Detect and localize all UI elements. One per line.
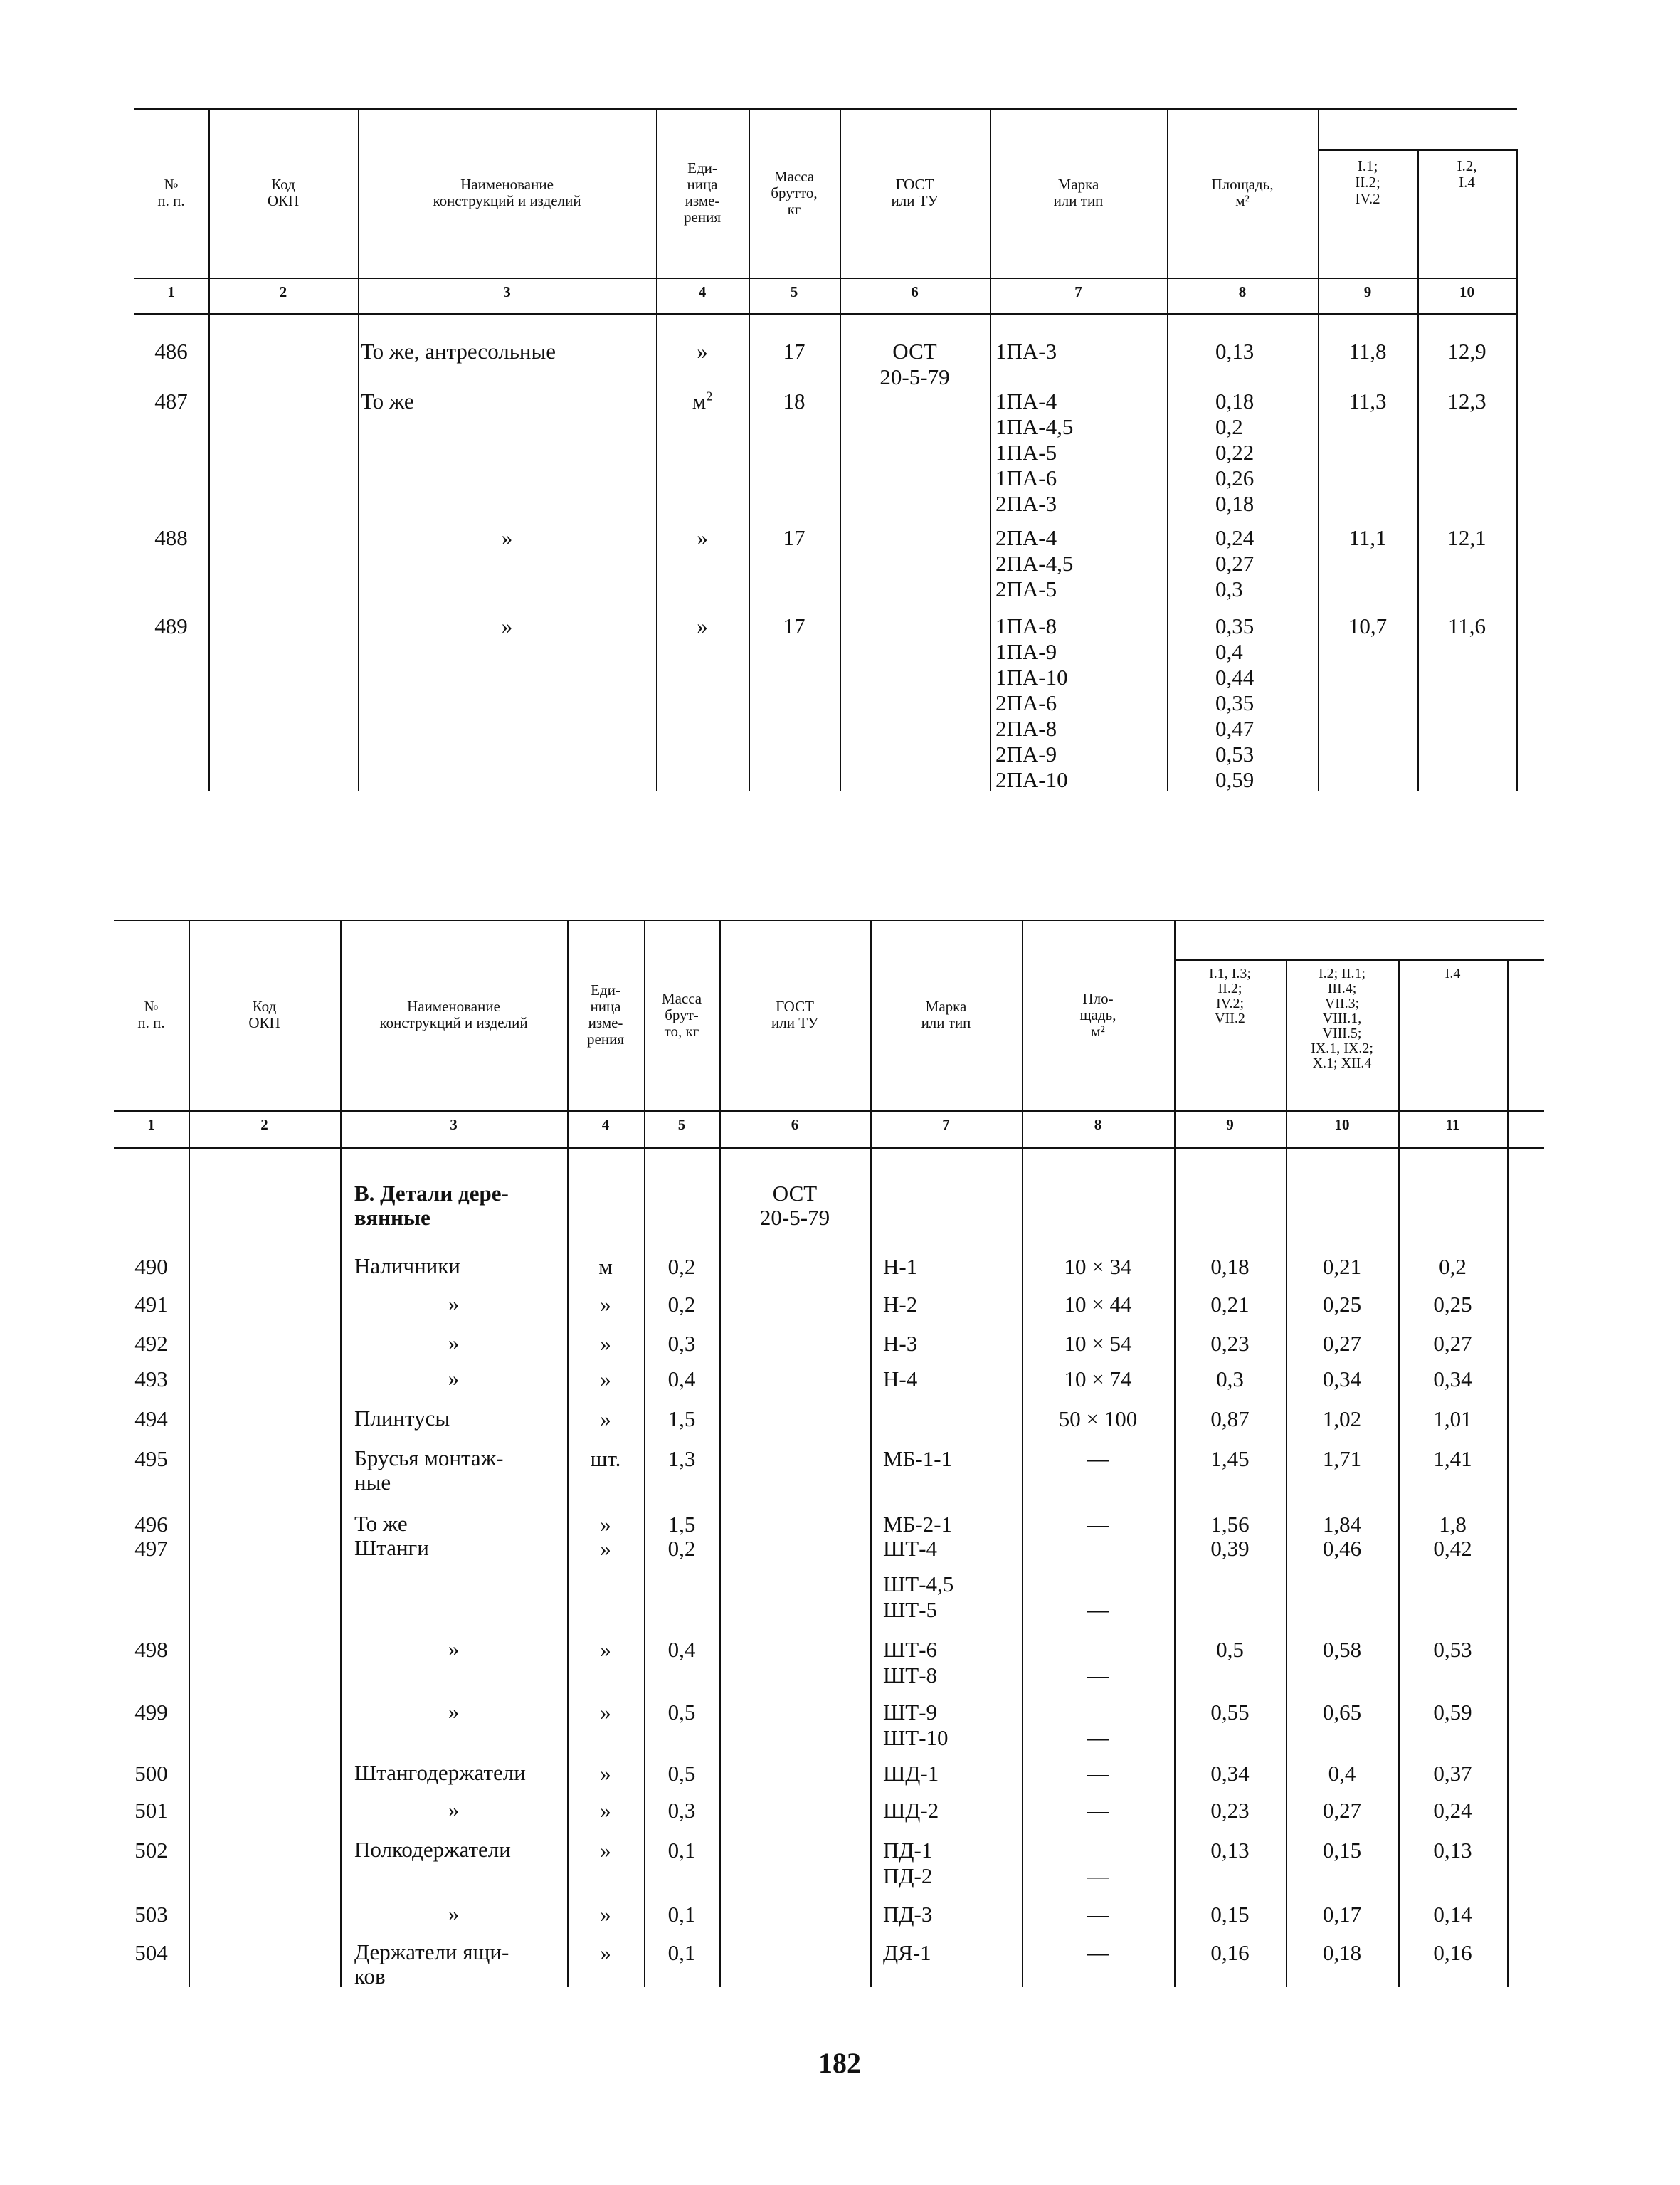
row-number: 497 [134,1536,168,1561]
column-number: 9 [1363,283,1372,300]
value-col10: 0,4 [1328,1761,1356,1786]
marks-list [883,1254,917,1280]
mark: 2ПА-9 [995,742,1057,767]
mark: 2ПА-5 [995,576,1057,601]
column-number: 8 [1238,283,1247,300]
unit [656,389,749,414]
mark: ПД-3 [883,1902,933,1927]
area: — [1087,1902,1109,1927]
header-c8: Пло- щадь, м² [1079,989,1116,1040]
row-number: 496 [134,1512,168,1537]
value-col9: 0,13 [1210,1838,1250,1863]
mass: 18 [783,389,805,414]
area: 0,44 [1215,665,1254,690]
value-col9: 0,34 [1210,1761,1250,1786]
row-number: 499 [134,1700,168,1725]
areas-list [1215,339,1254,364]
mark: ШТ-5 [883,1597,938,1622]
area: 0,4 [1215,639,1243,664]
item-name: Плинтусы [354,1406,450,1431]
mark: Н-4 [883,1367,918,1391]
rule-vertical [1516,149,1518,791]
marks-list [883,1331,917,1357]
area: — [1087,1663,1109,1688]
unit-superscript: 2 [706,389,713,404]
header-c5: Масса брутто, кг [771,167,818,218]
mass: 0,4 [667,1637,696,1662]
unit: » [600,1838,611,1863]
mass: 1,3 [667,1446,696,1471]
mark: 1ПА-10 [995,665,1068,690]
value-col10: 0,58 [1322,1637,1362,1662]
value-col11: 0,16 [1433,1940,1472,1965]
mass: 0,5 [667,1700,696,1725]
unit: » [600,1292,611,1317]
area: — [1087,1940,1109,1965]
area: — [1087,1512,1109,1537]
mass: 0,1 [667,1838,696,1863]
rule-horizontal [114,1110,1544,1112]
mark: Н-3 [883,1331,918,1356]
value-col9: 0,21 [1210,1292,1250,1317]
item-name: Штангодержатели [354,1760,526,1785]
value-col9: 0,87 [1210,1406,1250,1431]
value-col11: 0,13 [1433,1838,1472,1863]
mark: 1ПА-8 [995,614,1057,638]
mark: ШД-1 [883,1761,939,1786]
mark: ШТ-4 [883,1536,938,1561]
mark: ПД-2 [883,1863,933,1888]
row-number: 500 [134,1761,168,1786]
marks-list [883,1571,953,1623]
area: 0,18 [1215,389,1254,414]
value-col10: 1,71 [1322,1446,1362,1471]
item-name: » [448,1699,460,1724]
value-col9: 11,3 [1348,389,1387,414]
marks-list [883,1446,952,1472]
header-c2: Код ОКП [248,998,280,1031]
area: 0,22 [1215,440,1254,465]
row-number: 493 [134,1367,168,1391]
unit-text: » [697,525,708,550]
value-col9: 0,55 [1210,1700,1250,1725]
unit: » [600,1637,611,1662]
item-name: Наличники [354,1253,460,1278]
item-name: » [501,614,513,638]
mark: ШД-2 [883,1798,939,1823]
item-name: » [448,1366,460,1391]
value-col10: 12,1 [1447,525,1486,550]
value-col9: 0,39 [1210,1536,1250,1561]
area: 0,35 [1215,690,1254,715]
value-col10: 1,02 [1322,1406,1362,1431]
unit [656,339,749,364]
column-number: 1 [147,1116,155,1133]
row-number: 486 [154,339,188,364]
area: — [1087,1863,1109,1888]
unit: » [600,1798,611,1823]
marks-list [995,525,1073,602]
header-c10: I.2, I.4 [1457,157,1477,191]
row-number: 487 [154,389,188,414]
row-number: 495 [134,1446,168,1471]
row-number: 494 [134,1406,168,1431]
value-col9: 0,5 [1216,1637,1244,1662]
mark: ШТ-4,5 [883,1571,954,1596]
unit-text: » [697,339,708,364]
value-col11: 0,14 [1433,1902,1472,1927]
header-c2: Код ОКП [267,176,300,209]
value-col9: 0,3 [1216,1367,1244,1391]
value-col10: 0,18 [1322,1940,1362,1965]
value-col11: 0,37 [1433,1761,1472,1786]
value-col9: 1,45 [1210,1446,1250,1471]
mark: 2ПА-4 [995,525,1057,550]
column-number: 3 [450,1116,458,1133]
header-c8: Площадь, м² [1211,176,1274,209]
value-col9: 11,1 [1348,525,1387,550]
mark: 1ПА-6 [995,465,1057,490]
column-number: 4 [698,283,707,300]
rule-horizontal [134,278,1517,279]
mark: 1ПА-9 [995,639,1057,664]
item-name: Держатели ящи- ков [354,1939,509,1989]
value-col11: 0,42 [1433,1536,1472,1561]
unit: » [600,1406,611,1431]
area: — [1087,1446,1109,1471]
value-col10: 0,25 [1322,1292,1362,1317]
value-col11: 1,8 [1439,1512,1467,1537]
item-name: Брусья монтаж- ные [354,1446,504,1495]
mark: Н-2 [883,1292,918,1317]
areas-list [1215,525,1254,602]
value-col10: 11,6 [1447,614,1486,638]
value-col10: 0,17 [1322,1902,1362,1927]
marks-list [883,1902,932,1927]
unit: » [600,1700,611,1725]
mass: 0,4 [667,1367,696,1391]
row-number: 489 [154,614,188,638]
area: — [1087,1798,1109,1823]
row-number: 502 [134,1838,168,1863]
value-col10: 0,34 [1322,1367,1362,1391]
marks-list [883,1798,939,1823]
column-number: 10 [1334,1116,1350,1133]
marks-list [883,1512,952,1537]
mark: ПД-1 [883,1838,933,1863]
value-col10: 0,27 [1322,1331,1362,1356]
column-number: 10 [1459,283,1474,300]
column-number: 4 [601,1116,610,1133]
area: 0,35 [1215,614,1254,638]
row-number: 504 [134,1940,168,1965]
mark: 1ПА-3 [995,339,1057,364]
header-c7: Марка или тип [1053,176,1104,209]
area: 10 × 34 [1064,1254,1132,1279]
header-c6: ГОСТ или ТУ [891,176,939,209]
gost: ОСТ 20-5-79 [879,339,950,389]
unit: » [600,1512,611,1537]
area: — [1087,1761,1109,1786]
marks-list [995,389,1073,517]
column-number: 7 [1074,283,1082,300]
area: — [1087,1597,1109,1622]
unit-text: » [697,614,708,638]
mass: 1,5 [667,1512,696,1537]
mass: 0,2 [667,1292,696,1317]
header-c7: Марка или тип [921,998,971,1031]
item-name: То же [354,1511,408,1536]
area: 0,3 [1215,576,1243,601]
header-c1: № п. п. [157,176,185,209]
column-number: 7 [942,1116,950,1133]
value-col9: 0,23 [1210,1798,1250,1823]
unit: » [600,1331,611,1356]
value-col10: 0,46 [1322,1536,1362,1561]
rule-horizontal [114,1147,1544,1149]
value-col11: 0,25 [1433,1292,1472,1317]
mass: 17 [783,339,805,364]
item-name: » [448,1291,460,1316]
marks-list [883,1838,932,1889]
header-c9: I.1, I.3; II.2; IV.2; VII.2 [1209,966,1251,1026]
mass: 1,5 [667,1406,696,1431]
unit-text: м [692,389,707,414]
value-col9: 0,18 [1210,1254,1250,1279]
mark: 2ПА-6 [995,690,1057,715]
mass: 17 [783,614,805,638]
value-col9: 0,16 [1210,1940,1250,1965]
item-name: » [501,525,513,550]
marks-list [883,1367,917,1392]
unit: шт. [590,1446,621,1471]
column-number: 9 [1226,1116,1234,1133]
mark: 1ПА-5 [995,440,1057,465]
mass: 0,2 [667,1254,696,1279]
mark: 2ПА-4,5 [995,551,1074,576]
item-name: » [448,1797,460,1822]
mass: 0,3 [667,1798,696,1823]
marks-list [883,1761,939,1786]
header-c4: Еди- ница изме- рения [587,981,624,1048]
value-col10: 1,84 [1322,1512,1362,1537]
value-col11: 1,01 [1433,1406,1472,1431]
value-col10: 0,15 [1322,1838,1362,1863]
row-number: 491 [134,1292,168,1317]
mark: Н-1 [883,1254,918,1279]
area: — [1087,1725,1109,1750]
area: 10 × 74 [1064,1367,1132,1391]
unit: м [598,1254,613,1279]
mark: ШТ-9 [883,1700,938,1725]
row-number: 503 [134,1902,168,1927]
mass: 0,1 [667,1902,696,1927]
header-c10: I.2; II.1; III.4; VII.3; VIII.1, VIII.5; IX.1, IX.2; X.1; XII.4 [1311,966,1373,1071]
area: 0,18 [1215,491,1254,516]
value-col9: 11,8 [1348,339,1387,364]
area: 0,24 [1215,525,1254,550]
mark: ШТ-8 [883,1663,938,1688]
area: 0,47 [1215,716,1254,741]
item-name: Полкодержатели [354,1837,511,1862]
value-col11: 0,34 [1433,1367,1472,1391]
value-col10: 0,27 [1322,1798,1362,1823]
area: 0,59 [1215,767,1254,792]
item-name: Штанги [354,1535,429,1560]
marks-list [883,1940,931,1966]
value-col11: 0,27 [1433,1331,1472,1356]
mark: ШТ-6 [883,1637,938,1662]
value-col11: 0,59 [1433,1700,1472,1725]
row-number: 501 [134,1798,168,1823]
marks-list [995,339,1057,364]
unit: » [600,1761,611,1786]
mark: 2ПА-8 [995,716,1057,741]
value-col10: 0,65 [1322,1700,1362,1725]
mark: 2ПА-10 [995,767,1068,792]
area: 0,2 [1215,414,1243,439]
mark: 1ПА-4,5 [995,414,1074,439]
area: 10 × 54 [1064,1331,1132,1356]
mass: 0,2 [667,1536,696,1561]
row-number: 488 [154,525,188,550]
section-title: В. Детали дере- вянные [354,1181,509,1230]
value-col9: 10,7 [1348,614,1388,638]
value-col10: 12,9 [1447,339,1486,364]
marks-list [883,1700,949,1751]
row-number: 498 [134,1637,168,1662]
area: 0,53 [1215,742,1254,767]
header-c5: Масса брут- то, кг [661,989,702,1040]
area: 50 × 100 [1058,1406,1138,1431]
marks-list [883,1637,937,1688]
header-c9: I.1; II.2; IV.2 [1355,157,1380,207]
column-number: 11 [1445,1116,1460,1133]
rule-horizontal [134,313,1517,315]
mass: 0,5 [667,1761,696,1786]
header-c3: Наименование конструкций и изделий [433,176,581,209]
unit: » [600,1902,611,1927]
column-number: 6 [911,283,919,300]
mark: МБ-2-1 [883,1512,953,1537]
column-number: 8 [1094,1116,1102,1133]
mark: МБ-1-1 [883,1446,953,1471]
header-c3: Наименование конструкций и изделий [379,998,528,1031]
mark: ШТ-10 [883,1725,949,1750]
rule-vertical [1398,959,1400,1987]
column-number: 1 [167,283,175,300]
item-name: » [448,1901,460,1926]
mass: 0,1 [667,1940,696,1965]
unit: » [600,1940,611,1965]
mark: ДЯ-1 [883,1940,931,1965]
mark: 1ПА-4 [995,389,1057,414]
value-col10: 0,21 [1322,1254,1362,1279]
area: 10 × 44 [1064,1292,1132,1317]
areas-list [1215,614,1254,793]
unit: » [600,1367,611,1391]
column-number: 3 [503,283,511,300]
marks-list [995,614,1068,793]
item-name: То же [361,389,414,414]
header-c1: № п. п. [137,998,165,1031]
value-col9: 0,23 [1210,1331,1250,1356]
value-col11: 0,2 [1439,1254,1467,1279]
value-col9: 0,15 [1210,1902,1250,1927]
marks-list [883,1292,917,1317]
value-col10: 12,3 [1447,389,1486,414]
row-number: 492 [134,1331,168,1356]
page-number: 182 [818,2047,861,2079]
areas-list [1215,389,1254,517]
header-c11: I.4 [1444,966,1461,981]
column-number: 5 [677,1116,686,1133]
column-number: 6 [791,1116,799,1133]
column-number: 5 [790,283,798,300]
column-number: 2 [260,1116,268,1133]
area: 0,27 [1215,551,1254,576]
row-number: 490 [134,1254,168,1279]
value-col11: 1,41 [1433,1446,1472,1471]
area: 0,13 [1215,339,1254,364]
value-col11: 0,53 [1433,1637,1472,1662]
item-name: » [448,1330,460,1355]
column-number: 2 [279,283,287,300]
section-gost: ОСТ 20-5-79 [759,1181,830,1230]
unit [656,614,749,639]
rule-vertical [1286,959,1287,1987]
marks-list [883,1536,937,1562]
unit: » [600,1536,611,1561]
mass: 17 [783,525,805,550]
mass: 0,3 [667,1331,696,1356]
area: 0,26 [1215,465,1254,490]
header-c6: ГОСТ или ТУ [771,998,818,1031]
item-name: » [448,1636,460,1661]
header-c4: Еди- ница изме- рения [684,159,721,226]
value-col11: 0,24 [1433,1798,1472,1823]
rule-vertical [1507,959,1509,1987]
mark: 2ПА-3 [995,491,1057,516]
value-col9: 1,56 [1210,1512,1250,1537]
unit [656,525,749,551]
item-name: То же, антресольные [361,339,556,364]
